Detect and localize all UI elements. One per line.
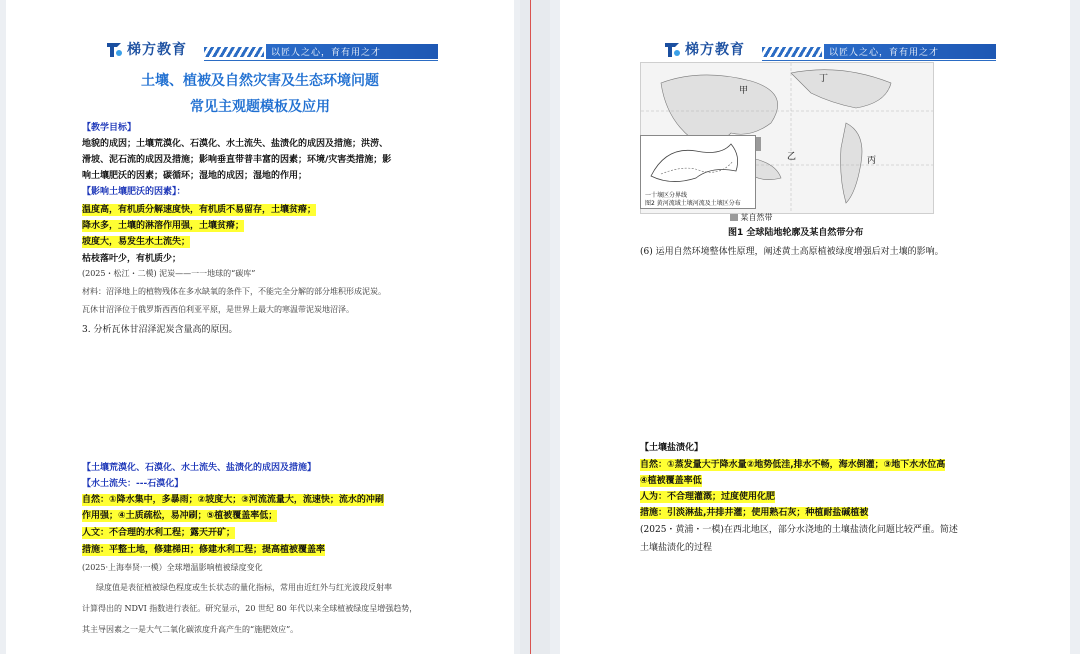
- page-header-right: [634, 38, 1069, 62]
- page-header: [76, 38, 511, 62]
- header-slogan: 以匠人之心，育有用之才: [829, 48, 940, 58]
- label-bing: 丙: [867, 156, 877, 166]
- legend-label: 某自然带: [740, 213, 773, 222]
- dashed-line-legend: 一十壤区分界线: [645, 192, 688, 199]
- salt-measures: 措施：引淡淋盐,井排井灌；使用熟石灰；种植耐盐碱植被: [640, 508, 869, 518]
- label-yi: 乙: [787, 152, 797, 162]
- legend-swatch: [730, 214, 738, 221]
- goal-line-2: 滑坡、泥石流的成因及措施；影响垂直带普丰富的因素；环境/灾害类措施；影: [82, 155, 392, 165]
- doc-title: 土壤、植被及自然灾害及生态环境问题: [141, 73, 379, 89]
- yellow-river-inset: [641, 136, 755, 190]
- material-line-1: 材料：沼泽地上的植物残体在多水缺氧的条件下，不能完全分解的部分堆积形成泥炭。: [82, 287, 386, 296]
- doc-subtitle: 常见主观题模板及应用: [190, 99, 330, 115]
- salt-human: 人为：不合理灌溉；过度使用化肥: [640, 492, 776, 502]
- inset-map: [640, 135, 756, 209]
- human-line: 人文：不合理的水利工程；露天开矿；: [82, 528, 236, 538]
- label-ding: 丁: [819, 74, 829, 84]
- logo-icon: [662, 39, 682, 59]
- question-6: (6) 运用自然环境整体性原理，阐述黄土高原植被绿度增强后对土壤的影响。: [640, 247, 944, 257]
- left-page: [6, 0, 514, 654]
- brand-logo: [104, 38, 187, 60]
- fertility-plain: 枯枝落叶少，有机质少；: [82, 254, 182, 264]
- header-rule: [204, 60, 438, 61]
- inset-caption: 图2 黄河流域土壤河流及土壤区分布: [645, 200, 741, 207]
- question-source: (2025・松江・二模) 泥炭——一一地球的“碳库”: [82, 269, 256, 278]
- fertility-line-1: 温度高，有机质分解速度快，有机质不易留存，土壤贫瘠；: [82, 205, 317, 215]
- question-3: 3. 分析瓦休甘沼泽泥炭含量高的原因。: [82, 325, 238, 335]
- page-divider: [530, 0, 531, 654]
- question-source-3b: 土壤盐渍化的过程: [640, 543, 713, 553]
- section-label: 【土壤荒漠化、石漠化、水土流失、盐渍化的成因及措施】: [82, 463, 317, 473]
- header-stripes: [204, 47, 264, 57]
- header-slogan: 以匠人之心，育有用之才: [271, 48, 382, 58]
- goal-line-3: 响土壤肥沃的因素；碳循环；湿地的成因；湿地的作用；: [82, 171, 308, 181]
- water-loss-label: 【水土流失：---石漠化】: [82, 479, 184, 489]
- brand-logo: [662, 38, 745, 60]
- para-line-3: 其主导因素之一是大气二氧化碳浓度升高产生的“施肥效应”。: [82, 625, 299, 634]
- material-line-2: 瓦休甘沼泽位于俄罗斯西西伯利亚平原，是世界上最大的寒温带泥炭地沼泽。: [82, 305, 354, 314]
- para-line-1: 绿度值是表征植被绿色程度或生长状态的量化指标，常用由近红外与红光波段反射率: [96, 583, 392, 592]
- fertility-line-3: 坡度大，易发生水土流失；: [82, 237, 191, 247]
- fertility-line-2: 降水多，土壤的淋溶作用强，土壤贫瘠；: [82, 221, 245, 231]
- fertility-label: 【影响土壤肥沃的因素】：: [82, 187, 186, 197]
- teaching-goal-label: 【教学目标】: [82, 123, 137, 133]
- header-rule: [762, 60, 996, 61]
- logo-text: 梯方教育: [127, 42, 187, 58]
- nature-line-1: 自然：①降水集中，多暴雨；②坡度大；③河流流量大，流速快；流水的冲刷: [82, 495, 384, 505]
- right-page: [560, 0, 1070, 654]
- goal-line-1: 地貌的成因；土壤荒漠化、石漠化、水土流失、盐渍化的成因及措施；洪涝、: [82, 139, 389, 149]
- page-gutter: [520, 0, 550, 654]
- question-source-3: (2025・黄浦・一模)在西北地区，部分水浇地的土壤盐渍化问题比较严重。简述: [640, 525, 958, 535]
- nature-line-2: 作用强；④土质疏松，易冲刷；⑤植被覆盖率低；: [82, 511, 278, 521]
- para-line-2: 计算得出的 NDVI 指数进行表征。研究显示，20 世纪 80 年代以来全球植被绿度呈增强趋势，: [82, 604, 418, 613]
- header-stripes: [762, 47, 822, 57]
- salt-nature-1: 自然：①蒸发量大于降水量②地势低洼,排水不畅，海水倒灌；③地下水水位高: [640, 460, 946, 470]
- logo-text: 梯方教育: [685, 42, 745, 58]
- label-jia: 甲: [739, 86, 749, 96]
- logo-icon: [104, 39, 124, 59]
- figure-caption: 图1 全球陆地轮廓及某自然带分布: [728, 228, 864, 238]
- map-legend: [730, 212, 773, 223]
- salt-label: 【土壤盐渍化】: [640, 443, 704, 453]
- measures-line: 措施：平整土地，修建梯田；修建水利工程；提高植被覆盖率: [82, 545, 326, 555]
- question-source-2: (2025·上海奉贤·一模）全球增温影响植被绿度变化: [82, 563, 263, 572]
- salt-nature-2: ④植被覆盖率低: [640, 476, 702, 486]
